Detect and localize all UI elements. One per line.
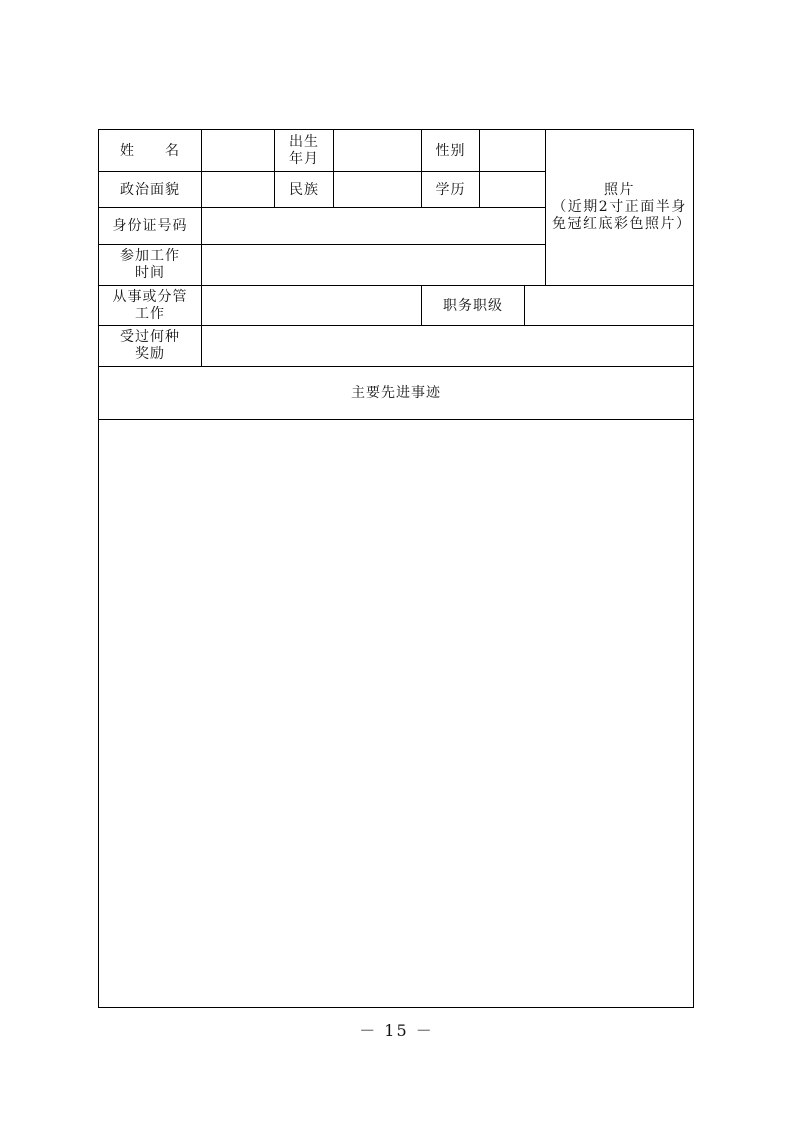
work-start-label <box>99 245 201 285</box>
awards-label-line2: 奖励 <box>135 346 165 362</box>
awards-label-line1: 受过何种 <box>120 329 180 345</box>
work-start-label-line1: 参加工作 <box>120 248 180 264</box>
position-label: 职务职级 <box>443 297 503 314</box>
gender-label: 性别 <box>435 142 466 159</box>
birth-field[interactable] <box>334 130 421 171</box>
photo-placeholder[interactable] <box>546 146 693 268</box>
birth-label-line1: 出生 <box>289 133 319 150</box>
ethnicity-field[interactable] <box>334 172 421 207</box>
awards-label <box>99 326 201 366</box>
name-field[interactable] <box>202 130 274 171</box>
duty-label-line1: 从事或分管 <box>112 288 188 305</box>
gender-field[interactable] <box>480 130 545 171</box>
id-label: 身份证号码 <box>112 218 188 234</box>
id-field[interactable] <box>202 208 545 244</box>
position-field[interactable] <box>525 286 693 325</box>
duty-label-line2: 工作 <box>135 305 165 322</box>
awards-field[interactable] <box>202 326 693 366</box>
work-start-label-line2: 时间 <box>135 265 165 281</box>
education-label: 学历 <box>435 181 466 198</box>
name-label: 姓 名 <box>120 142 180 159</box>
work-start-field[interactable] <box>202 245 545 285</box>
birth-label-line2: 年月 <box>289 150 319 167</box>
photo-note: （近期2寸正面半身免冠红底彩色照片） <box>552 198 692 232</box>
page-number: － 15 － <box>359 1021 434 1040</box>
registration-form-table <box>98 129 694 1008</box>
politics-label: 政治面貌 <box>120 181 180 198</box>
duty-field[interactable] <box>202 286 421 325</box>
ethnicity-label: 民族 <box>289 181 319 198</box>
education-field[interactable] <box>480 172 545 207</box>
deeds-heading: 主要先进事迹 <box>351 385 441 401</box>
duty-label <box>99 286 201 325</box>
politics-field[interactable] <box>202 172 274 207</box>
deeds-field[interactable] <box>99 420 693 1007</box>
birth-label <box>275 130 333 171</box>
photo-title: 照片 <box>604 181 635 198</box>
